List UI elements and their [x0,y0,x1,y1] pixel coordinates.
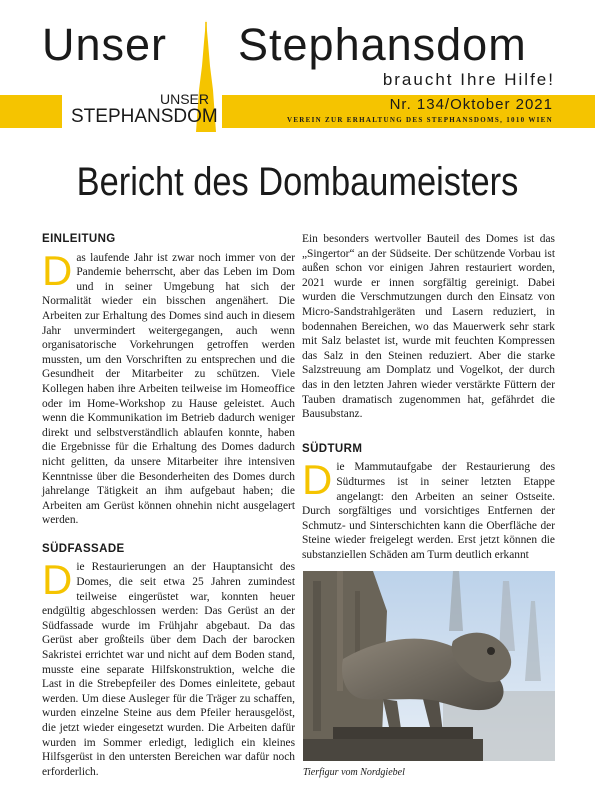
left-column [42,232,295,785]
gargoyle-photo [303,571,555,761]
paragraph-einleitung [42,246,295,528]
photo-caption: Tierfigur vom Nordgiebel [303,767,405,778]
paragraph-suedfassade [42,556,295,779]
right-column [302,232,555,576]
section-title-suedfassade: SÜDFASSADE [42,542,125,555]
section-title-einleitung: EINLEITUNG [42,233,116,245]
paragraph-suedturm [302,456,555,562]
drop-cap: D [42,246,73,294]
logo-text-stephansdom: STEPHANSDOM [71,106,218,127]
masthead-title-left: Unser [42,19,168,70]
masthead-title-right: Stephansdom [238,19,527,70]
paragraph-singertor: Ein besonders wertvoller Bauteil des Domes ist das „Singertor“ an der Südseite. Der schützende Vorbau ist außen schon vor einigen Jahren restauriert worden, 2021 wurde er innen sorgfältig gereinigt. Dabei wurden die Verschmutzungen durch den Einsatz von Micro-Sandstrahlgeräten und Lasern reduziert, in bodennahen Bereichen, wo das Mauerwerk sehr stark mit Salz belastet ist, wurde mit feuchten Kompressen das Salz in den Steinen reduziert. Aber die starke Salzstreuung am Domplatz und Vogelkot, der durch das in den letzten Jahren wieder verstärkte Füttern der Tauben dramatisch zugenommen hat, gefährdet die Bausubstanz. [302,233,555,421]
drop-cap: D [42,556,73,604]
paragraph-text: as laufende Jahr ist zwar noch immer von der Pandemie beherrscht, aber das Leben im Dom und in seiner Umgebung hat sich der Normalität wieder ein bisschen angenähert. Die Arbeiten zur Erhaltung des Domes sind auch in diesem Jahr unvermindert weitergegangen, auch wenn organisatorische Vorkehrungen getroffen werden mussten, um den Vorschriften zu entsprechen und die Gesundheit der Mitarbeiter zu schützen. Viele Kollegen haben ihre Arbeiten teilweise im Homeoffice oder im Home-Workshop zu Hause geleistet. Auch wenn die Kommunikation im Betrieb dadurch weniger direkt und selbstverständlich ablaufen konnte, haben die Ergebnisse für die Erhaltung des Domes dadurch nicht gelitten, da unsere Mitarbeiter ihre intensiven Kenntnisse über die Besonderheiten des Domes durch jahrelange Tätigkeit an ihm aufgebaut haben; die Arbeiten am Gerüst können ohnehin nicht ausgelagert werden. [42,251,295,527]
drop-cap: D [302,456,333,504]
paragraph-text: ie Mammutaufgabe der Restaurierung des Südturmes ist in seiner letzten Etappe angelangt: den Arbeiten an seiner Ostseite. Durch sorgfältiges und vorsichtiges Entfernen der Schmutz- und Sinterschichten kann die Oberfläche der Steine wieder freigelegt werden. Erst jetzt können die substanziellen Schäden am Turm deutlich erkannt [302,461,555,561]
masthead-tagline: braucht Ihre Hilfe! [382,70,555,89]
section-title-suedturm: SÜDTURM [302,442,363,455]
association-name: VEREIN ZUR ERHALTUNG DES STEPHANSDOMS, 1010 WIEN [286,116,553,124]
article-headline: Bericht des Dombaumeisters [76,160,519,204]
paragraph-text: ie Restaurierungen an der Hauptansicht des Domes, die seit etwa 25 Jahren zumindest teilweise eingerüstet war, konnten heuer endgültig abgeschlossen werden: Das Gerüst an der Südfassade wurde im Frühjahr abgebaut. Da das Gerüst aber großteils über dem Dach der barocken Sakristei errichtet war und nicht auf dem Boden stand, musste eine separate Hilfskonstruktion, welche die Last in die Strebepfeiler des Domes einleitete, gebaut werden. Um diese Ausleger für die Träger zu schaffen, wurden einzelne Steine aus dem Pfeiler herausgelöst, die jetzt wieder eingesetzt wurden. Die Arbeiten dafür wurden im Sommer erledigt, lediglich ein kleines Hilfsgerüst in den untersten Bereichen war dafür noch erforderlich. [42,561,295,778]
accent-band-left [0,95,62,128]
issue-number: Nr. 134/Oktober 2021 [389,96,553,113]
logo-text-unser: UNSER [160,91,210,107]
